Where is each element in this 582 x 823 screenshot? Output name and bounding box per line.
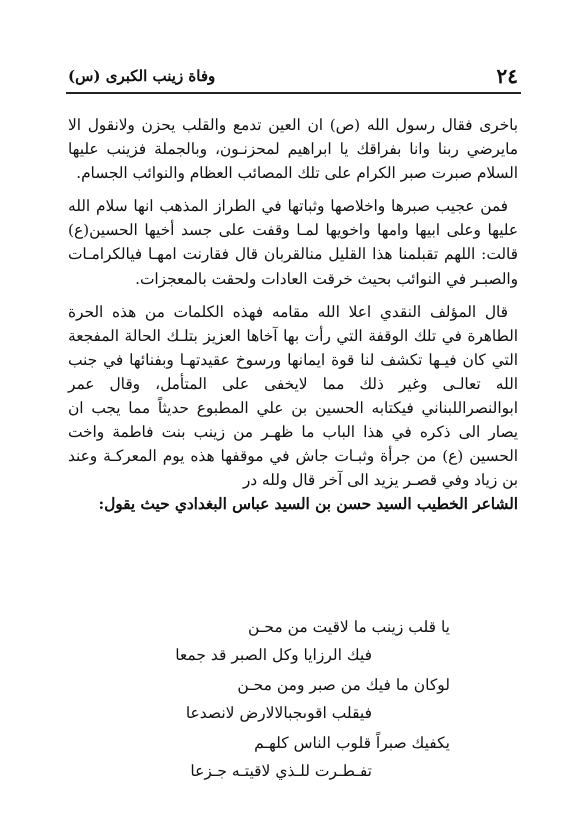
page-number: ٢٤: [496, 64, 518, 88]
paragraph: الشاعر الخطيب السيد حسن بن السيد عباس البغدادي حيث يقول:: [98, 495, 518, 514]
poem-line: فيك الرزايا وكل الصبر قد جمعا: [175, 646, 372, 664]
header-rule: [66, 92, 521, 94]
poem-line: تفـطـرت للـذي لاقيتـه جـزعا: [190, 762, 372, 780]
poem-line: فيقلب اقوىجبالالارض لانصدعا: [185, 704, 372, 722]
paragraph: باخرى فقال رسول الله (ص) ان العين تدمع والقلب يحزن ولانقول الا مايرضي ربنا وانا بفراقك يا ابراهيم لمحزنـون، وبالجملة فزينب عليها السلام صبرت صبر الكرام على تلك المصائب العظام والنوائب الجسام.: [68, 116, 518, 183]
running-title: وفاة زينب الكبرى (س): [68, 67, 216, 85]
paragraph: قال المؤلف النقدي اعلا الله مقامه فهذه الكلمات من هذه الحرة الطاهرة في تلك الوقفة التي رأت بها آخاها العزيز بتلـك الحالة المفجعة التي كان فيـها تكشف لنا قوة ايمانها ورسوخ عقيدتهـا وبفنائها في جنب الله تعالـى وغير ذلك مما لايخفى على المتأمل، وقال عمر ابوالنصراللبناني فيكتابه الحسين بن علي المطبوع حديثاً مما يجب ان يصار الى ذكره في هذا الباب ما ظهـر من زينب بنت فاطمة واخت الحسين (ع) من جرأة وثبـات جاش في موقفها هذه يوم المعركـة وعند بن زياد وفي قصـر يزيد الى آخر قال ولله در: [68, 302, 518, 490]
poem-line: لوكان ما فيك من صبر ومن محـن: [237, 676, 450, 694]
poem: [68, 613, 518, 787]
paragraph: فمن عجيب صبرها واخلاصها وثباتها في الطراز المذهب انها سلام الله عليها وعلى ابيها وامها واخويها لمـا وقفت على جسد أخيها الحسين(ع) قالت: اللهم تقبلمنا هذا القليل منالقربان قال فقارنت امهـا فيالكرامـات والصبـر في النوائب بحيث خرقت العادات ولحقت بالمعجزات.: [68, 197, 518, 288]
body-text: [68, 113, 518, 526]
poem-line: يا قلب زينب ما لاقيت من محـن: [248, 618, 450, 636]
page-header: [68, 64, 518, 88]
poem-line: يكفيك صبراً قلوب الناس كلهـم: [254, 734, 450, 752]
